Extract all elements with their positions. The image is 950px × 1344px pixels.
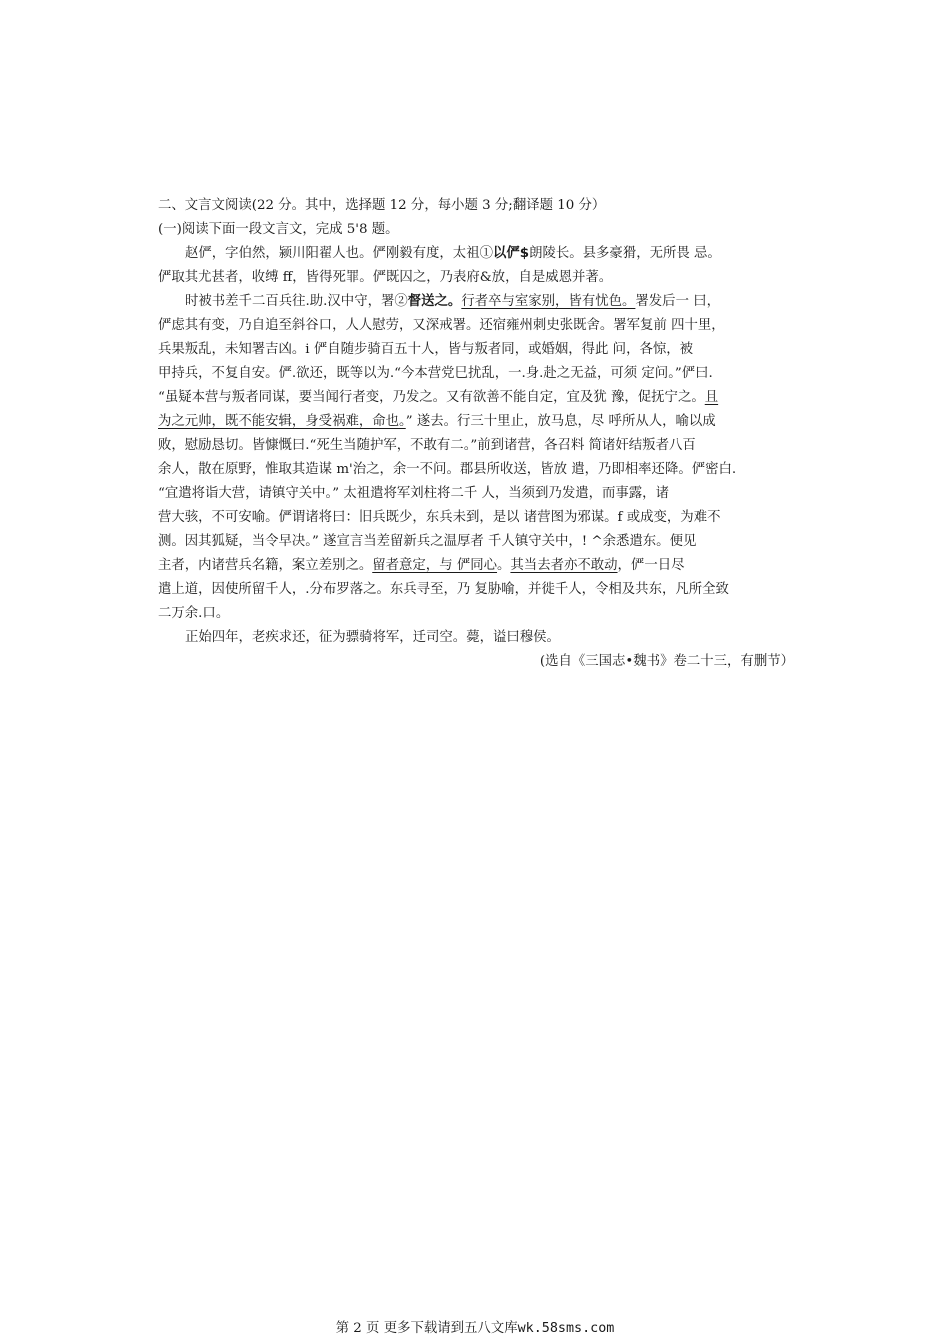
text-segment: 署发后一 曰，	[635, 294, 721, 309]
text-segment: 。	[497, 558, 511, 573]
page-footer	[0, 1320, 950, 1338]
text-segment: 主者，内诸营兵名籍，案立差别之。	[158, 558, 373, 573]
paragraph-2-line-6	[158, 410, 798, 434]
text-segment: 朗陵长。县多豪猾，无所畏 忌。	[529, 246, 721, 261]
paragraph-3: 正始四年，老疾求还，征为骠骑将军，迁司空。薨，谥曰穆侯。	[185, 630, 560, 645]
underlined-phrase: 行者卒与室家别，皆有忧色。	[461, 294, 636, 309]
text-segment: 赵俨，字伯然，颍川阳翟人也。俨刚毅有度，太祖①	[185, 246, 493, 261]
footer-site: wk.58sms.com	[517, 1321, 615, 1336]
text-segment: ，俨一日尽	[617, 558, 685, 573]
section-heading: 二、文言文阅读(22 分。其中，选择题 12 分，每小题 3 分;翻译题 10 分）	[158, 198, 606, 213]
paragraph-2-line-1	[158, 290, 798, 314]
passage-body	[158, 194, 798, 674]
underlined-phrase: 且	[704, 390, 719, 405]
paragraph-2-line-7: 败，慰励恳切。皆慷慨曰.“死生当随护军，不敢有二。”前到诸营，各召料 简诸奸结叛者八百	[158, 438, 696, 453]
paragraph-2-line-12	[158, 554, 798, 578]
paragraph-2-line-13: 遣上道，因使所留千人，.分布罗落之。东兵寻至，乃 复胁喻，并徙千人，令相及共东，凡所全致	[158, 582, 729, 597]
paragraph-2-line-3: 兵果叛乱，未知署吉凶。i 俨自随步骑百五十人，皆与叛者同，或婚姻，得此 问，各惊，被	[158, 342, 694, 357]
section-subheading: (一)阅读下面一段文言文，完成 5'8 题。	[158, 222, 399, 237]
paragraph-2-line-5	[158, 386, 798, 410]
source-citation: (选自《三国志•魏书》卷二十三，有删节）	[539, 654, 794, 669]
paragraph-2-line-14: 二万余.口。	[158, 606, 230, 621]
footer-text: 第 2 页 更多下载请到五八文库	[335, 1321, 518, 1336]
text-segment: “虽疑本营与叛者同谋，要当闻行者变，乃发之。又有欲善不能自定，宜及犹 豫，促抚宁之。	[158, 390, 705, 405]
paragraph-2-line-8: 余人，散在原野，惟取其造谋 m'治之，余一不问。郡县所收送，皆放 遣，乃即相率还降。俨密白.	[158, 462, 737, 477]
underlined-phrase: 其当去者亦不敢动	[510, 558, 618, 573]
text-segment: ” 遂去。行三十里止，放马息，尽 呼所从人，喻以成	[405, 414, 716, 429]
paragraph-2-line-2: 俨虑其有变，乃自追至斜谷口，人人慰劳，又深戒署。还宿雍州刺史张既舍。署军复前 四十里，	[158, 318, 725, 333]
underlined-phrase: 为之元帅，既不能安辑，身受祸难，命也。	[158, 414, 406, 429]
paragraph-1-line-2: 俨取其尤甚者，收缚 ff，皆得死罪。俨既囚之，乃表府&放，自是威恩并著。	[158, 270, 613, 285]
paragraph-2-line-10: 营大骇，不可安喻。俨谓诸将曰：旧兵既少，东兵未到，是以 诸营图为邪谋。f 或成变，为难不	[158, 510, 721, 525]
paragraph-2-line-11: 测。因其狐疑，当令早决。” 遂宣言当差留新兵之温厚者 千人镇守关中，! ^余悉遣东。便见	[158, 534, 697, 549]
underlined-phrase: 留者意定，与 俨同心	[372, 558, 498, 573]
paragraph-2-line-4: 甲持兵，不复自安。俨.欲还，既等以为.“今本营党巳扰乱，一.身.赴之无益，可须 定问。”俨曰.	[158, 366, 713, 381]
text-segment: 时被书差千二百兵往.助.汉中守，署②	[185, 294, 408, 309]
paragraph-1-line-1	[158, 242, 798, 266]
bold-phrase: 以俨$	[492, 246, 530, 261]
paragraph-2-line-9: “宜遣将诣大营，请镇守关中。” 太祖遣将军刘柱将二千 人，当须到乃发遣，而事露，诸	[158, 486, 669, 501]
bold-phrase: 督送之。	[407, 294, 462, 309]
